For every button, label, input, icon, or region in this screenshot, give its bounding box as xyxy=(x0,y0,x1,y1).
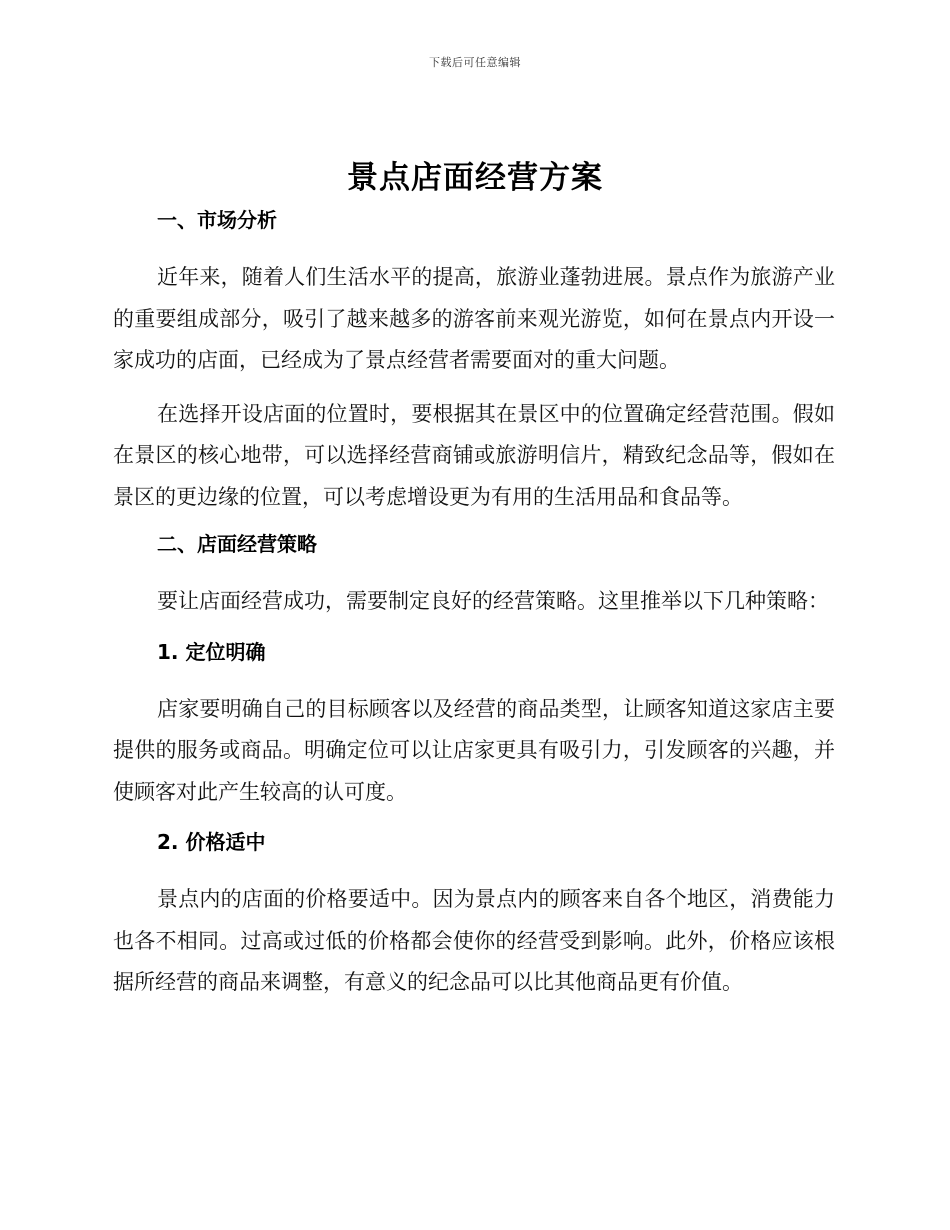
paragraph: 要让店面经营成功，需要制定良好的经营策略。这里推举以下几种策略： xyxy=(157,589,829,613)
document-title: 景点店面经营方案 xyxy=(347,160,603,196)
subsection-heading-positioning: 1. 定位明确 xyxy=(157,639,266,664)
document-body xyxy=(113,203,835,1004)
paragraph: 在选择开设店面的位置时，要根据其在景区中的位置确定经营范围。假如在景区的核心地带，可以选择经营商铺或旅游明信片，精致纪念品等，假如在景区的更边缘的位置，可以考虑增设更为有用的生活用品和食品等。 xyxy=(113,401,835,509)
subsection-heading-pricing: 2. 价格适中 xyxy=(157,830,266,854)
section-heading-market-analysis: 一、市场分析 xyxy=(157,208,277,232)
header-note: 下载后可任意编辑 xyxy=(429,56,521,69)
paragraph: 近年来，随着人们生活水平的提高，旅游业蓬勃进展。景点作为旅游产业的重要组成部分，吸引了越来越多的游客前来观光游览，如何在景点内开设一家成功的店面，已经成为了景点经营者需要面对的重大问题。 xyxy=(113,265,835,372)
section-heading-strategy: 二、店面经营策略 xyxy=(157,532,317,556)
paragraph: 景点内的店面的价格要适中。因为景点内的顾客来自各个地区，消费能力也各不相同。过高或过低的价格都会使你的经营受到影响。此外，价格应该根据所经营的商品来调整，有意义的纪念品可以比其他商品更有价值。 xyxy=(113,887,835,994)
paragraph: 店家要明确自己的目标顾客以及经营的商品类型，让顾客知道这家店主要提供的服务或商品。明确定位可以让店家更具有吸引力，引发顾客的兴趣，并使顾客对此产生较高的认可度。 xyxy=(113,696,835,804)
